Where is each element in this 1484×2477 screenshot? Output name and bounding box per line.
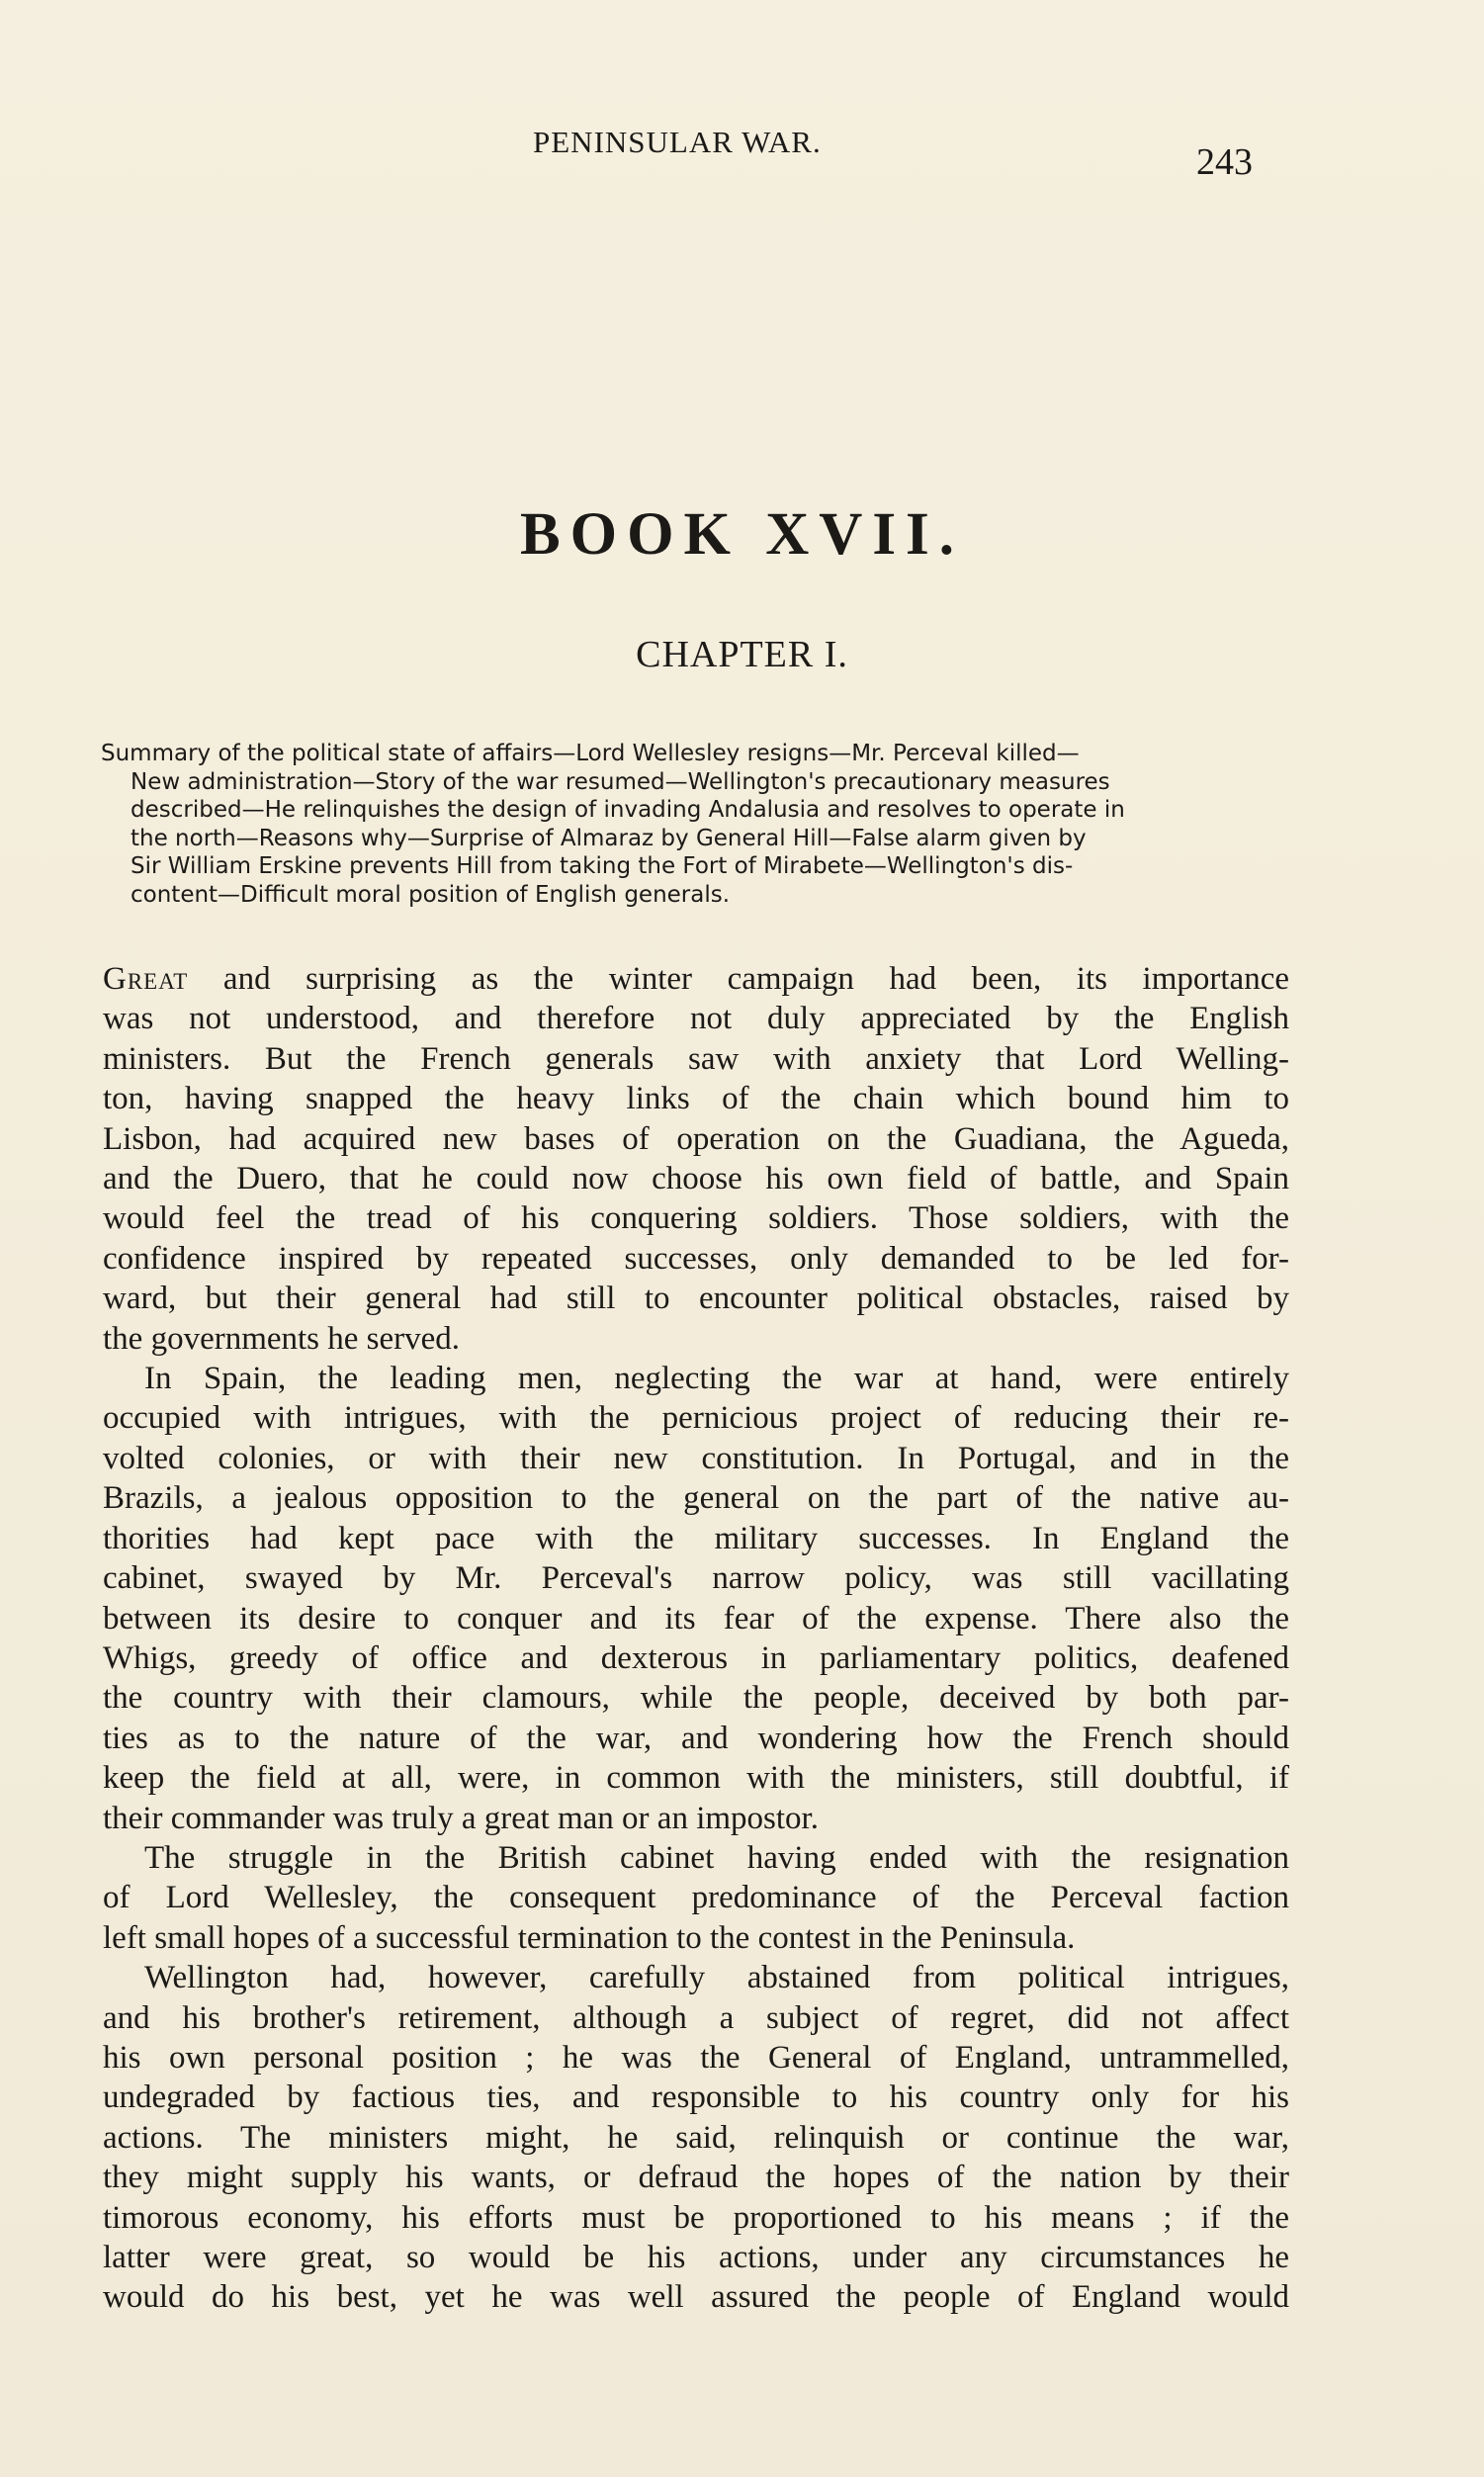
summary-line: the north—Reasons why—Surprise of Almaraz by General Hill—False alarm given by	[131, 825, 1087, 851]
text-line: would do his best, yet he was well assured the people of England would	[103, 2279, 1289, 2316]
text-line: latter were great, so would be his actions, under any circumstances he	[103, 2240, 1289, 2275]
running-head	[0, 123, 1484, 183]
book-title: BOOK XVII.	[519, 501, 965, 568]
text-line: thorities had kept pace with the military successes. In England the	[103, 1520, 1289, 1556]
text-line: would feel the tread of his conquering soldiers. Those soldiers, with the	[103, 1200, 1289, 1237]
chapter-title: CHAPTER I.	[636, 634, 848, 675]
text-line: left small hopes of a successful termination to the contest in the Peninsula.	[103, 1919, 1076, 1956]
text-line: Lisbon, had acquired new bases of operation on the Guadiana, the Agueda,	[103, 1120, 1289, 1157]
text-line: between its desire to conquer and its fear of the expense. There also the	[103, 1600, 1289, 1637]
text-line: ministers. But the French generals saw with anxiety that Lord Welling-	[103, 1040, 1289, 1077]
text-line: and his brother's retirement, although a subject of regret, did not affect	[103, 1999, 1289, 2036]
text-line-first	[103, 959, 1289, 999]
summary-line: Sir William Erskine prevents Hill from taking the Fort of Mirabete—Wellington's dis-	[131, 853, 1074, 879]
summary-line: New administration—Story of the war resumed—Wellington's precautionary measures	[131, 768, 1110, 795]
chapter-summary	[101, 740, 1289, 909]
text-line: and the Duero, that he could now choose his own field of battle, and Spain	[103, 1161, 1289, 1197]
text-line: actions. The ministers might, he said, relinquish or continue the war,	[103, 2119, 1289, 2156]
running-title: PENINSULAR WAR.	[533, 125, 822, 159]
text-line: the governments he served.	[103, 1320, 461, 1357]
text-line: his own personal position ; he was the General of England, untrammelled,	[103, 2039, 1289, 2076]
text-line: keep the field at all, were, in common with the ministers, still doubtful, if	[103, 1760, 1289, 1797]
body-text	[103, 959, 1289, 2318]
text-line: Brazils, a jealous opposition to the general on the part of the native au-	[103, 1480, 1289, 1517]
first-line-rest: and surprising as the winter campaign had been, its importance	[188, 961, 1289, 997]
summary-line: described—He relinquishes the design of invading Andalusia and resolves to operate in	[131, 797, 1125, 823]
text-line: of Lord Wellesley, the consequent predominance of the Perceval faction	[103, 1880, 1289, 1916]
text-line: ton, having snapped the heavy links of the chain which bound him to	[103, 1081, 1289, 1117]
text-line: ward, but their general had still to encounter political obstacles, raised by	[103, 1281, 1289, 1317]
text-line: occupied with intrigues, with the pernicious project of reducing their re-	[103, 1400, 1289, 1437]
text-line: the country with their clamours, while the people, deceived by both par-	[103, 1680, 1289, 1717]
page-number: 243	[1196, 141, 1253, 183]
text-line: In Spain, the leading men, neglecting the war at hand, were entirely	[144, 1361, 1289, 1397]
text-line: undegraded by factious ties, and responsible to his country only for his	[103, 2079, 1289, 2116]
text-line: volted colonies, or with their new constitution. In Portugal, and in the	[103, 1440, 1289, 1476]
text-line: their commander was truly a great man or an impostor.	[103, 1800, 819, 1836]
text-line: they might supply his wants, or defraud the hopes of the nation by their	[103, 2160, 1289, 2196]
summary-line: Summary of the political state of affairs—Lord Wellesley resigns—Mr. Perceval killed—	[101, 741, 1080, 766]
lead-word: Great	[103, 961, 189, 997]
text-line: confidence inspired by repeated successes, only demanded to be led for-	[103, 1240, 1289, 1277]
text-line: Wellington had, however, carefully abstained from political intrigues,	[144, 1960, 1289, 1996]
text-line: The struggle in the British cabinet having ended with the resignation	[144, 1839, 1289, 1876]
summary-line: content—Difficult moral position of English generals.	[131, 881, 731, 908]
text-line: timorous economy, his efforts must be proportioned to his means ; if the	[103, 2199, 1289, 2236]
text-line: was not understood, and therefore not duly appreciated by the English	[103, 1001, 1289, 1037]
text-line: ties as to the nature of the war, and wondering how the French should	[103, 1720, 1289, 1756]
text-line: cabinet, swayed by Mr. Perceval's narrow policy, was still vacillating	[103, 1560, 1289, 1597]
text-line: Whigs, greedy of office and dexterous in parliamentary politics, deafened	[103, 1639, 1289, 1676]
